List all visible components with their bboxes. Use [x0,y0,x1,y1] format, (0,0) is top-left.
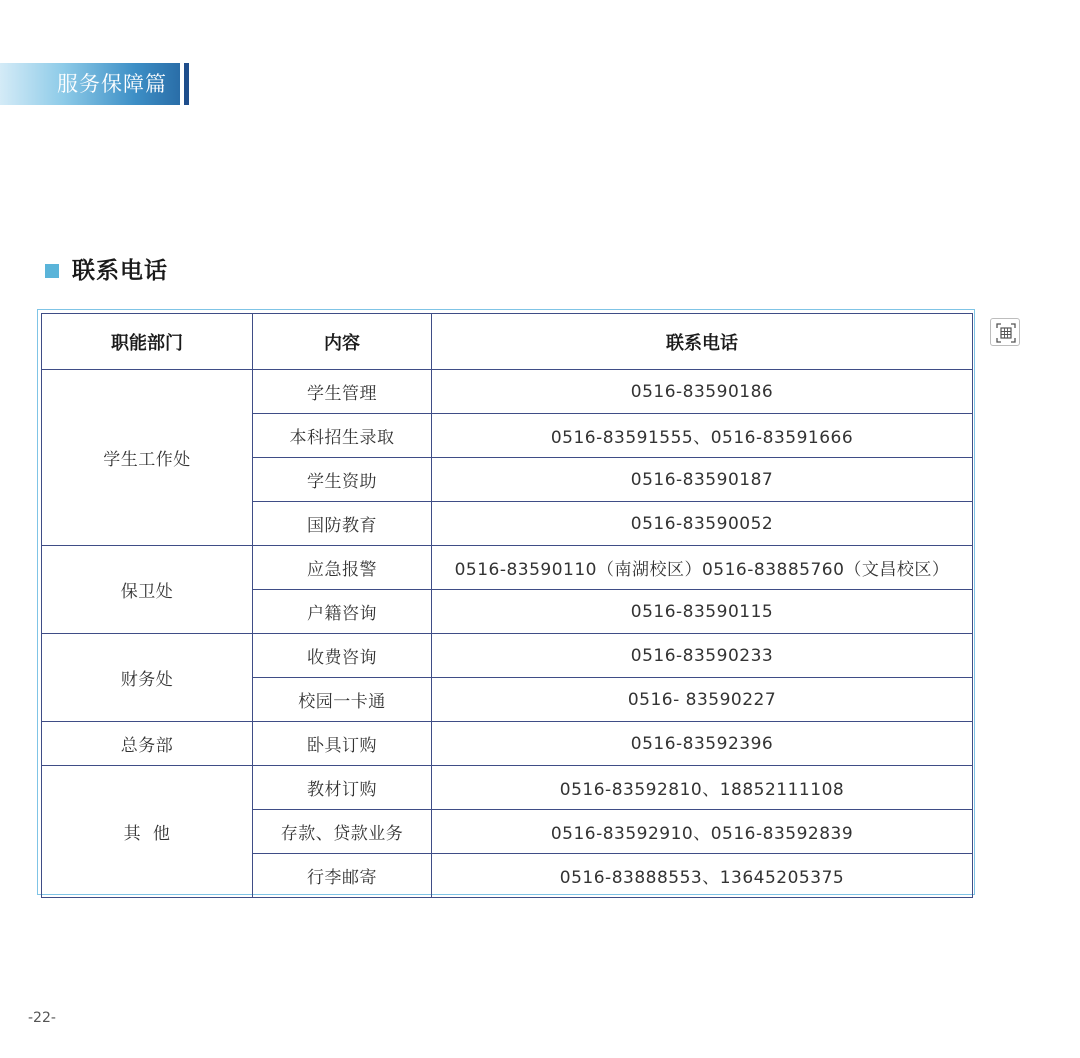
content-cell: 应急报警 [253,546,432,590]
table-row [42,634,973,678]
table-row [42,546,973,590]
section-title: 联系电话 [72,258,168,284]
phone-cell: 0516-83590115 [432,590,973,634]
phone-cell: 0516-83590187 [432,458,973,502]
header-phone: 联系电话 [432,314,973,370]
department-cell: 总务部 [42,722,253,766]
banner-accent-bar [184,63,189,105]
scan-icon-glyph [996,323,1016,343]
content-cell: 国防教育 [253,502,432,546]
table-row [42,370,973,414]
table-row [42,766,973,810]
phone-cell: 0516-83888553、13645205375 [432,854,973,898]
content-cell: 校园一卡通 [253,678,432,722]
section-marker-square [45,264,59,278]
content-cell: 学生资助 [253,458,432,502]
table-header-row [42,314,973,370]
department-cell: 保卫处 [42,546,253,634]
phone-cell: 0516-83590110（南湖校区）0516-83885760（文昌校区） [432,546,973,590]
content-cell: 本科招生录取 [253,414,432,458]
phone-cell: 0516-83590186 [432,370,973,414]
content-cell: 存款、贷款业务 [253,810,432,854]
phone-cell: 0516-83592810、18852111108 [432,766,973,810]
header-content: 内容 [253,314,432,370]
phone-cell: 0516-83590233 [432,634,973,678]
phone-cell: 0516-83592396 [432,722,973,766]
department-cell: 其 他 [42,766,253,898]
content-cell: 户籍咨询 [253,590,432,634]
phone-cell: 0516-83592910、0516-83592839 [432,810,973,854]
section-banner-label: 服务保障篇 [57,72,167,96]
table-row [42,722,973,766]
phone-cell: 0516-83590052 [432,502,973,546]
contacts-table [41,313,973,898]
department-cell: 学生工作处 [42,370,253,546]
scan-icon[interactable] [990,318,1020,346]
content-cell: 卧具订购 [253,722,432,766]
page-number: -22- [28,1010,56,1026]
phone-cell: 0516- 83590227 [432,678,973,722]
department-cell: 财务处 [42,634,253,722]
content-cell: 学生管理 [253,370,432,414]
header-department: 职能部门 [42,314,253,370]
content-cell: 收费咨询 [253,634,432,678]
content-cell: 行李邮寄 [253,854,432,898]
section-banner [0,63,180,105]
phone-cell: 0516-83591555、0516-83591666 [432,414,973,458]
content-cell: 教材订购 [253,766,432,810]
